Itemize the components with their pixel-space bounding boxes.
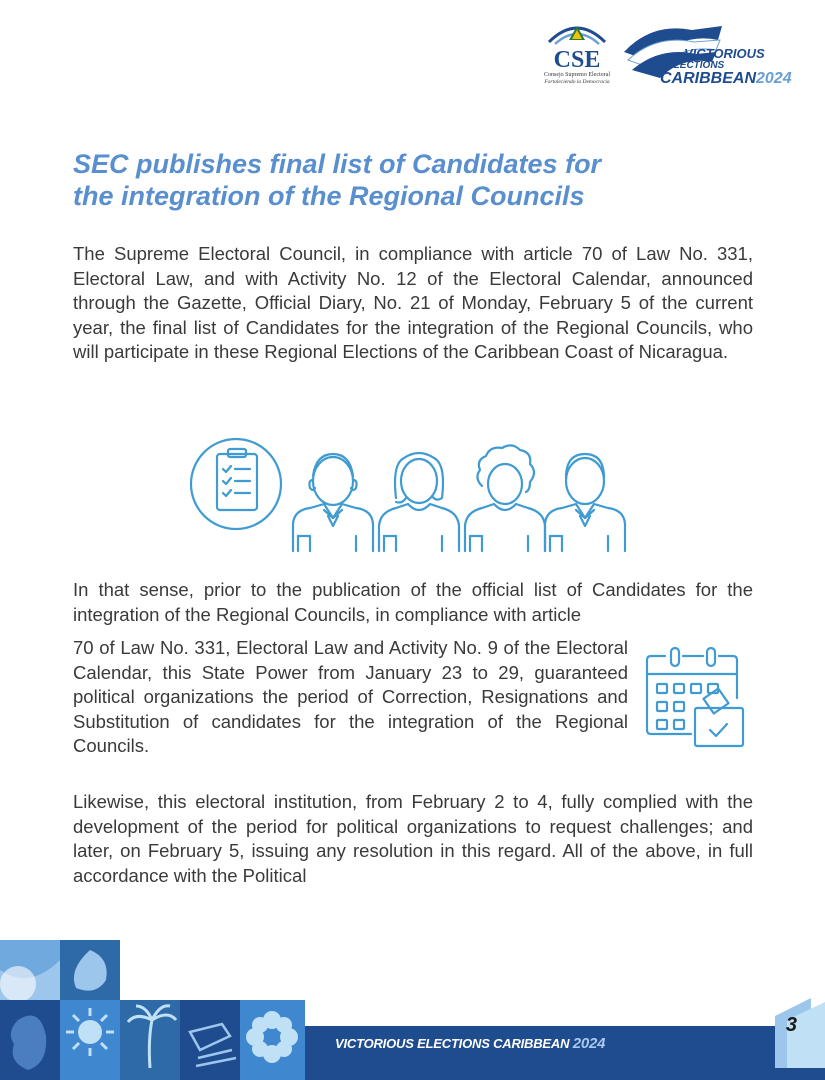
page-number: 3	[785, 1014, 797, 1036]
paragraph-3: 70 of Law No. 331, Electoral Law and Activity No. 9 of the Electoral Calendar, this State Power from January 23 to 29, guaranteed political organizations the period of Correction, Resignations and Substitution of candidates for the integration of the Regional Councils.	[73, 637, 628, 757]
footer-label-text: VICTORIOUS ELECTIONS CARIBBEAN	[335, 1036, 570, 1051]
cse-acronym: CSE	[553, 47, 601, 73]
candidate-curly-hair-icon	[465, 445, 545, 551]
footer-decorative-tiles	[0, 940, 305, 1080]
candidate-woman-icon	[379, 453, 459, 551]
article-title-line1: SEC publishes final list of Candidates for	[73, 149, 602, 179]
candidate-man-icon	[293, 454, 373, 551]
logo-line1: VICTORIOUS	[684, 46, 765, 61]
article-title	[73, 148, 773, 212]
footer-label	[335, 1035, 605, 1052]
logo-year: 2024	[756, 70, 792, 87]
victorious-elections-logo	[622, 22, 807, 98]
logo-line3-text: CARIBBEAN	[660, 70, 756, 87]
article-title-line2: the integration of the Regional Councils	[73, 181, 585, 211]
logo-line3	[660, 70, 792, 88]
paragraph-1: The Supreme Electoral Council, in compliance with article 70 of Law No. 331, Electoral Law, and with Activity No. 12 of the Electoral Calendar, announced through the Gazette, Official Diary, No. 21 of Monday, February 5 of the current year, the final list of Candidates for the integration of the Regional Councils, who will participate in these Regional Elections of the Caribbean Coast of Nicaragua.	[73, 243, 753, 363]
sun-icon	[66, 1008, 114, 1056]
clipboard-checklist-icon	[191, 439, 281, 529]
calendar-ballot-box-icon	[643, 644, 753, 754]
cse-name: Consejo Supremo Electoral	[544, 72, 610, 78]
cse-motto: Fortaleciendo la Democracia	[544, 79, 610, 85]
paragraph-4: Likewise, this electoral institution, from February 2 to 4, fully complied with the development of the period for political organizations to request challenges; and later, on February 5, issuing any resolution in this regard. All of the above, in full accordance with the Political	[73, 791, 753, 886]
header-logos	[537, 18, 807, 98]
cse-emblem-icon	[547, 20, 607, 52]
cse-logo	[537, 18, 617, 96]
candidate-man-2-icon	[545, 454, 625, 551]
footer-year: 2024	[572, 1035, 606, 1052]
candidates-illustration	[188, 436, 628, 554]
paragraph-2: In that sense, prior to the publication of the official list of Candidates for the integration of the Regional Councils, in compliance with article	[73, 579, 753, 625]
logo-line2: ELECTIONS	[667, 60, 725, 71]
